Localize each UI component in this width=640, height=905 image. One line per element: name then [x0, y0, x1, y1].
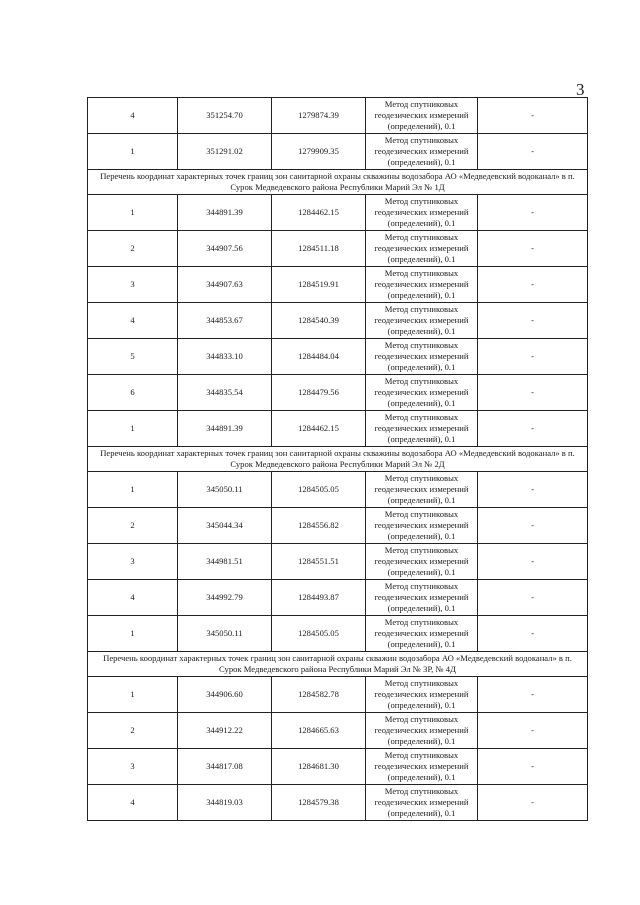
point-number-cell: 4: [88, 785, 178, 821]
y-coordinate-cell: 1284462.15: [272, 411, 366, 447]
x-coordinate-cell: 344912.22: [178, 713, 272, 749]
section-heading: Перечень координат характерных точек границ зон санитарной охраны скважин водозабора АО «Медведевский водоканал» в п. Сурок Медведевского района Республики Марий Эл № 3Р, № 4Д: [88, 652, 588, 677]
section-heading-row: [88, 652, 588, 677]
method-cell: Метод спутниковых геодезических измерений (определений), 0.1: [366, 134, 478, 170]
method-cell: Метод спутниковых геодезических измерений (определений), 0.1: [366, 339, 478, 375]
method-cell: Метод спутниковых геодезических измерений (определений), 0.1: [366, 544, 478, 580]
method-cell: Метод спутниковых геодезических измерений (определений), 0.1: [366, 472, 478, 508]
description-cell: -: [478, 544, 588, 580]
y-coordinate-cell: 1284505.05: [272, 472, 366, 508]
method-cell: Метод спутниковых геодезических измерений (определений), 0.1: [366, 98, 478, 134]
y-coordinate-cell: 1279874.39: [272, 98, 366, 134]
section-heading-row: [88, 170, 588, 195]
x-coordinate-cell: 344891.39: [178, 195, 272, 231]
section-heading-row: [88, 447, 588, 472]
y-coordinate-cell: 1284665.63: [272, 713, 366, 749]
description-cell: -: [478, 375, 588, 411]
method-cell: Метод спутниковых геодезических измерений (определений), 0.1: [366, 411, 478, 447]
method-cell: Метод спутниковых геодезических измерений (определений), 0.1: [366, 677, 478, 713]
table-row: [88, 267, 588, 303]
description-cell: -: [478, 195, 588, 231]
description-cell: -: [478, 339, 588, 375]
description-cell: -: [478, 134, 588, 170]
point-number-cell: 1: [88, 134, 178, 170]
x-coordinate-cell: 344891.39: [178, 411, 272, 447]
x-coordinate-cell: 344819.03: [178, 785, 272, 821]
page-number: 3: [576, 80, 585, 99]
x-coordinate-cell: 344853.67: [178, 303, 272, 339]
table-row: [88, 303, 588, 339]
point-number-cell: 3: [88, 749, 178, 785]
x-coordinate-cell: 351291.02: [178, 134, 272, 170]
y-coordinate-cell: 1284505.05: [272, 616, 366, 652]
y-coordinate-cell: 1284681.30: [272, 749, 366, 785]
method-cell: Метод спутниковых геодезических измерений (определений), 0.1: [366, 303, 478, 339]
table-row: [88, 134, 588, 170]
description-cell: -: [478, 98, 588, 134]
y-coordinate-cell: 1284484.04: [272, 339, 366, 375]
point-number-cell: 2: [88, 231, 178, 267]
x-coordinate-cell: 344907.56: [178, 231, 272, 267]
table-row: [88, 785, 588, 821]
point-number-cell: 3: [88, 544, 178, 580]
description-cell: -: [478, 616, 588, 652]
description-cell: -: [478, 749, 588, 785]
point-number-cell: 1: [88, 195, 178, 231]
table-row: [88, 749, 588, 785]
description-cell: -: [478, 785, 588, 821]
x-coordinate-cell: 344817.08: [178, 749, 272, 785]
y-coordinate-cell: 1284579.38: [272, 785, 366, 821]
point-number-cell: 1: [88, 411, 178, 447]
coordinates-table: [87, 97, 588, 821]
description-cell: -: [478, 231, 588, 267]
y-coordinate-cell: 1284462.15: [272, 195, 366, 231]
description-cell: -: [478, 411, 588, 447]
table-row: [88, 375, 588, 411]
description-cell: -: [478, 267, 588, 303]
y-coordinate-cell: 1284519.91: [272, 267, 366, 303]
table-row: [88, 231, 588, 267]
method-cell: Метод спутниковых геодезических измерений (определений), 0.1: [366, 508, 478, 544]
method-cell: Метод спутниковых геодезических измерений (определений), 0.1: [366, 749, 478, 785]
method-cell: Метод спутниковых геодезических измерений (определений), 0.1: [366, 785, 478, 821]
method-cell: Метод спутниковых геодезических измерений (определений), 0.1: [366, 616, 478, 652]
table-row: [88, 472, 588, 508]
point-number-cell: 1: [88, 472, 178, 508]
description-cell: -: [478, 713, 588, 749]
x-coordinate-cell: 344833.10: [178, 339, 272, 375]
method-cell: Метод спутниковых геодезических измерений (определений), 0.1: [366, 195, 478, 231]
table-row: [88, 616, 588, 652]
point-number-cell: 5: [88, 339, 178, 375]
method-cell: Метод спутниковых геодезических измерений (определений), 0.1: [366, 580, 478, 616]
x-coordinate-cell: 344981.51: [178, 544, 272, 580]
point-number-cell: 6: [88, 375, 178, 411]
coordinates-table-body: [88, 98, 588, 821]
table-row: [88, 677, 588, 713]
table-row: [88, 508, 588, 544]
table-row: [88, 713, 588, 749]
y-coordinate-cell: 1284551.51: [272, 544, 366, 580]
y-coordinate-cell: 1284540.39: [272, 303, 366, 339]
x-coordinate-cell: 344992.79: [178, 580, 272, 616]
description-cell: -: [478, 677, 588, 713]
table-row: [88, 98, 588, 134]
y-coordinate-cell: 1284511.18: [272, 231, 366, 267]
point-number-cell: 4: [88, 98, 178, 134]
y-coordinate-cell: 1284582.78: [272, 677, 366, 713]
point-number-cell: 4: [88, 303, 178, 339]
method-cell: Метод спутниковых геодезических измерений (определений), 0.1: [366, 231, 478, 267]
description-cell: -: [478, 303, 588, 339]
y-coordinate-cell: 1284479.56: [272, 375, 366, 411]
x-coordinate-cell: 344906.60: [178, 677, 272, 713]
x-coordinate-cell: 344907.63: [178, 267, 272, 303]
table-row: [88, 339, 588, 375]
y-coordinate-cell: 1284493.87: [272, 580, 366, 616]
section-heading: Перечень координат характерных точек границ зон санитарной охраны скважины водозабора АО «Медведевский водоканал» в п. Сурок Медведевского района Республики Марий Эл № 1Д: [88, 170, 588, 195]
description-cell: -: [478, 508, 588, 544]
table-row: [88, 544, 588, 580]
method-cell: Метод спутниковых геодезических измерений (определений), 0.1: [366, 267, 478, 303]
section-heading: Перечень координат характерных точек границ зон санитарной охраны скважины водозабора АО «Медведевский водоканал» в п. Сурок Медведевского района Республики Марий Эл № 2Д: [88, 447, 588, 472]
x-coordinate-cell: 345050.11: [178, 472, 272, 508]
table-row: [88, 195, 588, 231]
point-number-cell: 4: [88, 580, 178, 616]
method-cell: Метод спутниковых геодезических измерений (определений), 0.1: [366, 375, 478, 411]
point-number-cell: 2: [88, 508, 178, 544]
point-number-cell: 1: [88, 616, 178, 652]
y-coordinate-cell: 1284556.82: [272, 508, 366, 544]
point-number-cell: 3: [88, 267, 178, 303]
table-row: [88, 411, 588, 447]
method-cell: Метод спутниковых геодезических измерений (определений), 0.1: [366, 713, 478, 749]
description-cell: -: [478, 472, 588, 508]
description-cell: -: [478, 580, 588, 616]
point-number-cell: 1: [88, 677, 178, 713]
x-coordinate-cell: 345044.34: [178, 508, 272, 544]
x-coordinate-cell: 345050.11: [178, 616, 272, 652]
y-coordinate-cell: 1279909.35: [272, 134, 366, 170]
point-number-cell: 2: [88, 713, 178, 749]
x-coordinate-cell: 351254.70: [178, 98, 272, 134]
table-row: [88, 580, 588, 616]
x-coordinate-cell: 344835.54: [178, 375, 272, 411]
